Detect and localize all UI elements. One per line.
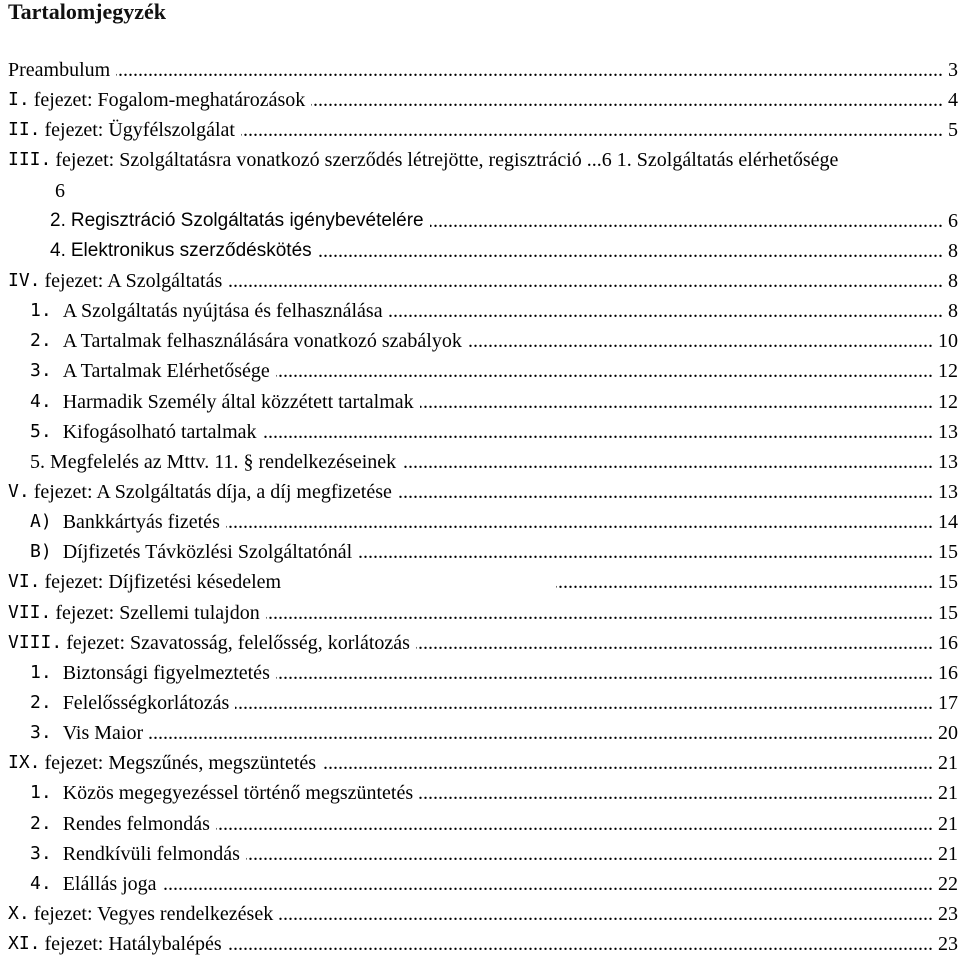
toc-section	[8, 688, 958, 718]
entry-title: Elállás joga	[62, 872, 157, 895]
toc-entry-continuation	[8, 176, 958, 206]
dot-leader	[430, 206, 943, 236]
entry-number: 3.	[30, 722, 52, 744]
entry-title: A Tartalmak felhasználására vonatkozó szabályok	[62, 330, 462, 353]
entry-title: fejezet: Hatálybalépés	[44, 933, 222, 956]
toc-entry	[8, 55, 958, 85]
toc-chapter	[8, 567, 958, 597]
toc-chapter	[8, 899, 958, 929]
entry-page-number: 16	[938, 661, 958, 684]
toc-section	[8, 447, 958, 477]
entry-page-number: 22	[938, 872, 958, 895]
entry-page-number: 14	[938, 511, 958, 534]
entry-number: I.	[8, 89, 30, 111]
toc-section	[8, 658, 958, 688]
entry-page-number: 21	[938, 812, 958, 835]
entry-page-number: 12	[938, 360, 958, 383]
dot-leader	[163, 869, 933, 899]
entry-title: fejezet: Szavatosság, felelősség, korlátozás	[66, 631, 410, 654]
entry-title: Közös megegyezéssel történő megszüntetés	[62, 782, 414, 805]
dot-leader	[226, 507, 933, 537]
entry-title: Díjfizetés Távközlési Szolgáltatónál	[62, 541, 353, 564]
dot-leader	[556, 567, 933, 597]
toc-section	[8, 869, 958, 899]
dot-leader	[266, 598, 933, 628]
toc-section	[8, 296, 958, 326]
entry-page-number: 13	[938, 420, 958, 443]
toc-chapter	[8, 85, 958, 115]
entry-title: fejezet: A Szolgáltatás	[44, 269, 223, 292]
entry-title: fejezet: Vegyes rendelkezések	[33, 902, 274, 925]
toc-section	[8, 206, 958, 236]
entry-page-number: 16	[938, 631, 958, 654]
entry-number: 2.	[30, 812, 52, 834]
entry-title: Rendes felmondás	[62, 812, 210, 835]
dot-leader	[116, 55, 943, 85]
entry-title: Kifogásolható tartalmak	[62, 420, 257, 443]
entry-title: Biztonsági figyelmeztetés	[62, 661, 270, 684]
entry-title: Rendkívüli felmondás	[62, 842, 240, 865]
entry-page-number: 13	[938, 450, 958, 473]
entry-number: B)	[30, 541, 52, 563]
entry-page-number: 15	[938, 571, 958, 594]
entry-page-number: 20	[938, 722, 958, 745]
dot-leader	[241, 115, 943, 145]
entry-title: fejezet: Ügyfélszolgálat	[44, 119, 235, 142]
entry-page-number: 13	[938, 480, 958, 503]
entry-page-number: 15	[938, 541, 958, 564]
toc-section	[8, 417, 958, 447]
entry-page-number: 5	[948, 119, 958, 142]
entry-page-number: 15	[938, 601, 958, 624]
dot-leader	[276, 658, 933, 688]
entry-title: fejezet: Megszűnés, megszüntetés	[44, 752, 317, 775]
entry-title: Vis Maior	[62, 722, 144, 745]
entry-page-number: 17	[938, 691, 958, 714]
toc-heading: Tartalomjegyzék	[8, 0, 167, 24]
toc-chapter	[8, 929, 958, 959]
entry-page-number: 23	[938, 902, 958, 925]
toc-section	[8, 839, 958, 869]
dot-leader	[402, 447, 933, 477]
dot-leader	[419, 778, 933, 808]
entry-number: XI.	[8, 933, 41, 955]
entry-number: 3.	[30, 842, 52, 864]
entry-number: X.	[8, 902, 30, 924]
entry-number: 4.	[30, 390, 52, 412]
entry-page-number: 3	[948, 59, 958, 81]
toc-chapter	[8, 115, 958, 145]
entry-number: 3.	[30, 360, 52, 382]
toc-section	[8, 537, 958, 567]
toc-chapter	[8, 598, 958, 628]
entry-page-number: 21	[938, 782, 958, 805]
entry-number: 1.	[30, 782, 52, 804]
toc-section	[8, 778, 958, 808]
entry-title: fejezet: A Szolgáltatás díja, a díj megfizetése	[33, 480, 392, 503]
toc-section	[8, 809, 958, 839]
toc-chapter	[8, 266, 958, 296]
dot-leader	[358, 537, 933, 567]
entry-page-number: 8	[948, 300, 958, 323]
entry-page-number: 6	[55, 179, 65, 202]
toc-section	[8, 236, 958, 266]
entry-title: fejezet: Szellemi tulajdon	[55, 601, 260, 624]
entry-number: 5.	[30, 420, 52, 442]
entry-number: 4.	[50, 239, 66, 261]
dot-leader	[398, 477, 933, 507]
dot-leader	[228, 266, 943, 296]
toc-section	[8, 356, 958, 386]
entry-page-number: 21	[938, 842, 958, 865]
dot-leader	[228, 929, 933, 959]
toc-section	[8, 507, 958, 537]
entry-number: 2.	[30, 691, 52, 713]
entry-page-number: 8	[948, 269, 958, 292]
entry-page-number: 4	[948, 89, 958, 112]
entry-number: VIII.	[8, 631, 63, 653]
toc-section	[8, 387, 958, 417]
dot-leader	[420, 387, 933, 417]
entry-title: A Tartalmak Elérhetősége	[62, 360, 270, 383]
entry-number: 1.	[30, 661, 52, 683]
entry-page-number: 10	[938, 330, 958, 353]
entry-title: Elektronikus szerződéskötés	[70, 239, 312, 261]
entry-title: Bankkártyás fizetés	[62, 511, 220, 534]
entry-page-number: 23	[938, 933, 958, 956]
entry-title: A Szolgáltatás nyújtása és felhasználása	[62, 300, 383, 323]
entry-number: 1.	[30, 300, 52, 322]
entry-number: IX.	[8, 752, 41, 774]
entry-number: VI.	[8, 571, 41, 593]
entry-title: fejezet: Díjfizetési késedelem	[44, 571, 282, 594]
entry-title: Felelősségkorlátozás	[62, 691, 230, 714]
dot-leader	[246, 839, 933, 869]
dot-leader	[235, 688, 933, 718]
entry-number: 4.	[30, 872, 52, 894]
dot-leader	[276, 356, 933, 386]
entry-number: V.	[8, 480, 30, 502]
toc-chapter	[8, 748, 958, 778]
toc-section	[8, 326, 958, 356]
dot-leader	[216, 809, 933, 839]
dot-leader	[279, 899, 933, 929]
dot-leader	[263, 417, 933, 447]
entry-number: 5.	[30, 450, 45, 473]
entry-number: II.	[8, 119, 41, 141]
dot-leader	[468, 326, 933, 356]
toc-section	[8, 718, 958, 748]
entry-title: fejezet: Fogalom-meghatározások	[33, 89, 306, 112]
dot-leader	[149, 718, 933, 748]
dot-leader	[318, 236, 943, 266]
table-of-contents	[8, 55, 958, 959]
entry-page-number: 8	[948, 239, 958, 262]
dot-leader	[322, 748, 933, 778]
dot-leader	[311, 85, 943, 115]
entry-page-number: 6	[948, 209, 958, 232]
entry-number: 2.	[30, 330, 52, 352]
entry-number: III.	[8, 149, 52, 171]
toc-chapter	[8, 477, 958, 507]
entry-page-number: 12	[938, 390, 958, 413]
entry-number: IV.	[8, 269, 41, 291]
toc-chapter	[8, 145, 958, 175]
entry-page-number: 21	[938, 752, 958, 775]
toc-chapter	[8, 628, 958, 658]
entry-title: Megfelelés az Mttv. 11. § rendelkezéseinek	[50, 450, 397, 473]
entry-title: Preambulum	[8, 59, 111, 81]
entry-number: A)	[30, 511, 52, 533]
dot-leader	[416, 628, 933, 658]
entry-number: 2.	[50, 209, 66, 231]
entry-number: VII.	[8, 601, 52, 623]
entry-title: Harmadik Személy által közzétett tartalmak	[62, 390, 414, 413]
entry-title: Regisztráció Szolgáltatás igénybevételére	[70, 209, 424, 231]
entry-title: fejezet: Szolgáltatásra vonatkozó szerződés létrejötte, regisztráció ...6 1. Szolgáltatás elérhetősége	[55, 149, 839, 172]
dot-leader	[389, 296, 943, 326]
